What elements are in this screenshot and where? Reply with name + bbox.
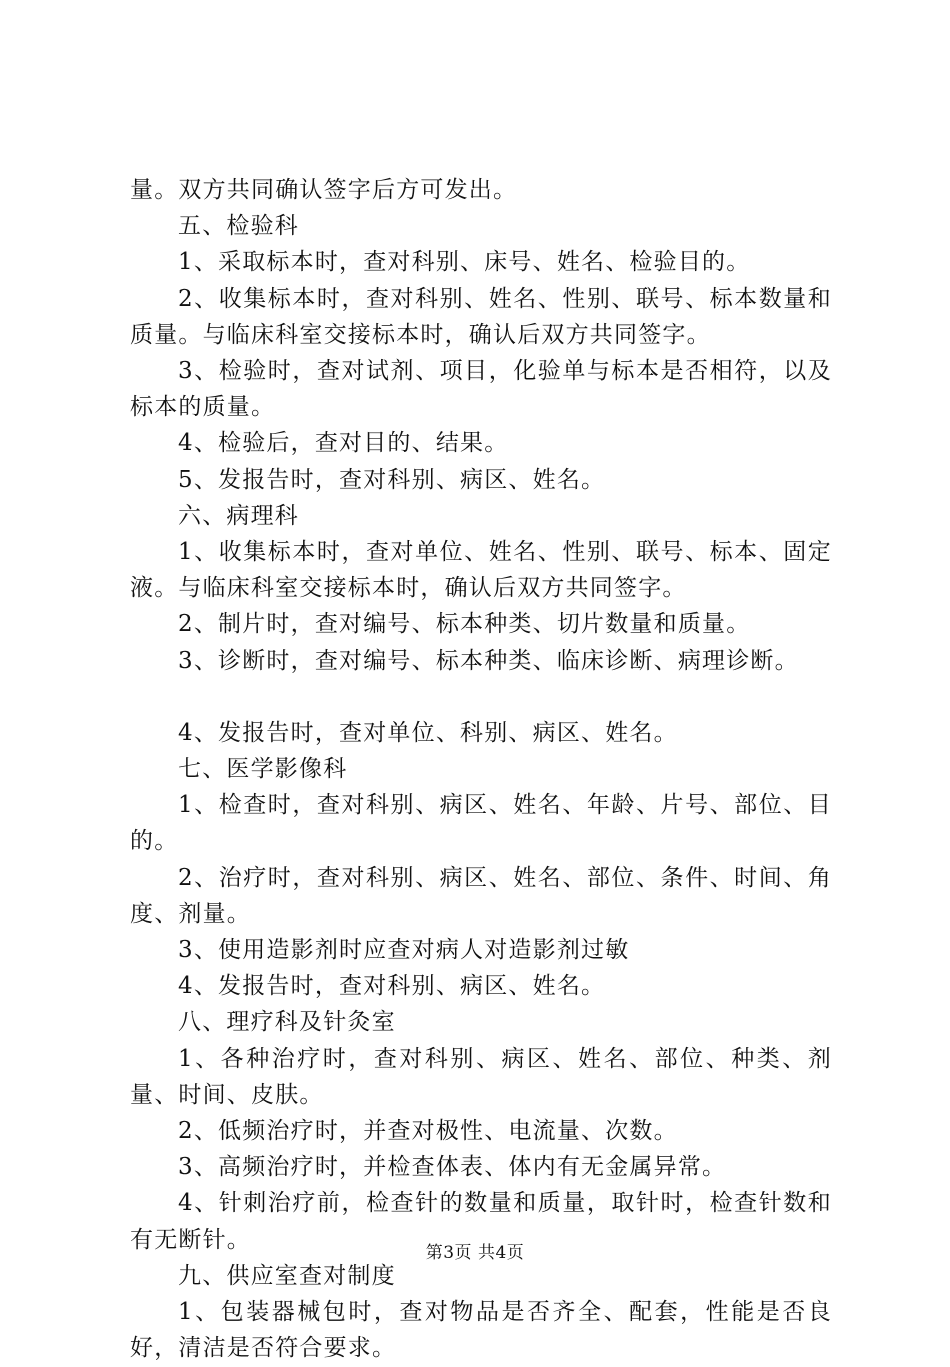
paragraph: 2、低频治疗时，并查对极性、电流量、次数。 [178, 1118, 678, 1145]
paragraph: 3、高频治疗时，并检查体表、体内有无金属异常。 [178, 1154, 727, 1181]
section-heading-imaging: 七、医学影像科 [178, 756, 348, 783]
page-footer: 第3页 共4页 [425, 1243, 525, 1263]
document-body [130, 172, 832, 1367]
paragraph: 1、包装器械包时，查对物品是否齐全、配套，性能是否良好，清洁是否符合要求。 [130, 1299, 832, 1362]
paragraph: 4、发报告时，查对单位、科别、病区、姓名。 [178, 719, 678, 746]
paragraph: 2、制片时，查对编号、标本种类、切片数量和质量。 [178, 611, 751, 638]
paragraph: 3、使用造影剂时应查对病人对造影剂过敏 [178, 937, 630, 964]
paragraph: 2、治疗时，查对科别、病区、姓名、部位、条件、时间、角度、剂量。 [130, 864, 832, 927]
paragraph: 1、采取标本时，查对科别、床号、姓名、检验目的。 [178, 249, 751, 276]
section-heading-supply-room: 九、供应室查对制度 [178, 1262, 396, 1289]
paragraph: 4、针刺治疗前，检查针的数量和质量，取针时，检查针数和有无断针。 [130, 1190, 832, 1253]
paragraph: 4、发报告时，查对科别、病区、姓名。 [178, 973, 606, 1000]
paragraph-continuation: 量。双方共同确认签字后方可发出。 [130, 177, 518, 203]
paragraph: 4、检验后，查对目的、结果。 [178, 430, 509, 457]
paragraph: 5、发报告时，查对科别、病区、姓名。 [178, 466, 606, 493]
paragraph: 1、检查时，查对科别、病区、姓名、年龄、片号、部位、目的。 [130, 792, 832, 855]
paragraph: 1、收集标本时，查对单位、姓名、性别、联号、标本、固定液。与临床科室交接标本时，确认后双方共同签字。 [130, 539, 832, 602]
section-heading-pathology: 六、病理科 [178, 502, 299, 529]
section-heading-physiotherapy: 八、理疗科及针灸室 [178, 1009, 396, 1036]
paragraph: 3、诊断时，查对编号、标本种类、临床诊断、病理诊断。 [178, 647, 799, 674]
section-heading-lab: 五、检验科 [178, 213, 299, 240]
paragraph: 2、收集标本时，查对科别、姓名、性别、联号、标本数量和质量。与临床科室交接标本时，确认后双方共同签字。 [130, 285, 832, 348]
paragraph: 1、各种治疗时，查对科别、病区、姓名、部位、种类、剂量、时间、皮肤。 [130, 1045, 832, 1108]
paragraph: 3、检验时，查对试剂、项目，化验单与标本是否相符，以及标本的质量。 [130, 358, 832, 421]
